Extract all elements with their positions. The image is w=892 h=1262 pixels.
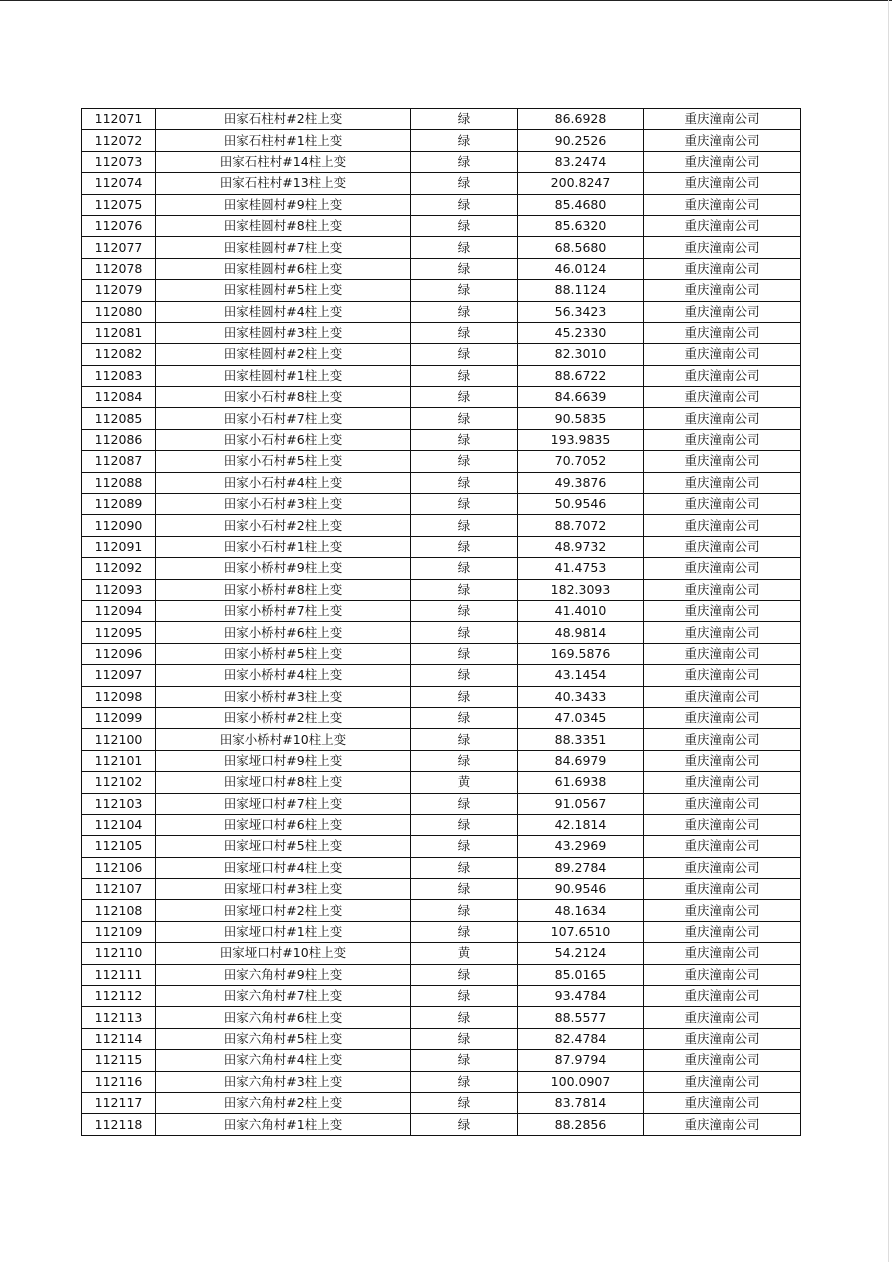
cell-id: 112106 (82, 857, 156, 878)
table-row (82, 622, 801, 643)
cell-company: 重庆潼南公司 (644, 1114, 801, 1135)
cell-value: 85.6320 (518, 215, 644, 236)
cell-company: 重庆潼南公司 (644, 814, 801, 835)
table-row (82, 387, 801, 408)
cell-transformer-name: 田家垭口村#7柱上变 (156, 793, 411, 814)
cell-id: 112100 (82, 729, 156, 750)
table-row (82, 472, 801, 493)
cell-value: 93.4784 (518, 986, 644, 1007)
cell-company: 重庆潼南公司 (644, 515, 801, 536)
cell-status: 绿 (411, 237, 518, 258)
cell-id: 112087 (82, 451, 156, 472)
table-row (82, 729, 801, 750)
cell-transformer-name: 田家六角村#4柱上变 (156, 1050, 411, 1071)
cell-value: 88.5577 (518, 1007, 644, 1028)
cell-transformer-name: 田家小石村#3柱上变 (156, 494, 411, 515)
cell-id: 112083 (82, 365, 156, 386)
cell-id: 112097 (82, 665, 156, 686)
cell-status: 绿 (411, 558, 518, 579)
cell-value: 83.7814 (518, 1092, 644, 1113)
cell-company: 重庆潼南公司 (644, 344, 801, 365)
cell-transformer-name: 田家小桥村#4柱上变 (156, 665, 411, 686)
table-row (82, 1071, 801, 1092)
cell-id: 112095 (82, 622, 156, 643)
cell-value: 43.2969 (518, 836, 644, 857)
cell-transformer-name: 田家桂圆村#6柱上变 (156, 258, 411, 279)
cell-status: 绿 (411, 1092, 518, 1113)
cell-company: 重庆潼南公司 (644, 472, 801, 493)
table-row (82, 130, 801, 151)
cell-value: 90.9546 (518, 879, 644, 900)
transformer-table (81, 108, 801, 1136)
cell-value: 83.2474 (518, 151, 644, 172)
cell-status: 绿 (411, 429, 518, 450)
cell-company: 重庆潼南公司 (644, 643, 801, 664)
cell-company: 重庆潼南公司 (644, 857, 801, 878)
cell-transformer-name: 田家桂圆村#1柱上变 (156, 365, 411, 386)
cell-value: 54.2124 (518, 943, 644, 964)
cell-company: 重庆潼南公司 (644, 600, 801, 621)
cell-value: 90.2526 (518, 130, 644, 151)
cell-transformer-name: 田家小桥村#2柱上变 (156, 707, 411, 728)
cell-company: 重庆潼南公司 (644, 793, 801, 814)
cell-value: 56.3423 (518, 301, 644, 322)
cell-value: 41.4753 (518, 558, 644, 579)
cell-status: 绿 (411, 707, 518, 728)
table-row (82, 879, 801, 900)
cell-company: 重庆潼南公司 (644, 280, 801, 301)
table-row (82, 322, 801, 343)
cell-value: 88.7072 (518, 515, 644, 536)
table-row (82, 344, 801, 365)
cell-status: 绿 (411, 643, 518, 664)
cell-value: 88.2856 (518, 1114, 644, 1135)
cell-transformer-name: 田家垭口村#10柱上变 (156, 943, 411, 964)
cell-id: 112107 (82, 879, 156, 900)
cell-id: 112118 (82, 1114, 156, 1135)
cell-id: 112089 (82, 494, 156, 515)
table-row (82, 1007, 801, 1028)
cell-company: 重庆潼南公司 (644, 130, 801, 151)
cell-transformer-name: 田家垭口村#8柱上变 (156, 772, 411, 793)
cell-company: 重庆潼南公司 (644, 429, 801, 450)
cell-transformer-name: 田家垭口村#2柱上变 (156, 900, 411, 921)
cell-status: 绿 (411, 1050, 518, 1071)
cell-transformer-name: 田家小石村#4柱上变 (156, 472, 411, 493)
cell-value: 45.2330 (518, 322, 644, 343)
cell-status: 绿 (411, 280, 518, 301)
cell-transformer-name: 田家垭口村#4柱上变 (156, 857, 411, 878)
cell-value: 193.9835 (518, 429, 644, 450)
cell-company: 重庆潼南公司 (644, 237, 801, 258)
cell-transformer-name: 田家桂圆村#5柱上变 (156, 280, 411, 301)
cell-company: 重庆潼南公司 (644, 173, 801, 194)
table-row (82, 215, 801, 236)
cell-id: 112071 (82, 109, 156, 130)
cell-id: 112108 (82, 900, 156, 921)
cell-id: 112102 (82, 772, 156, 793)
cell-value: 70.7052 (518, 451, 644, 472)
cell-id: 112104 (82, 814, 156, 835)
cell-value: 88.1124 (518, 280, 644, 301)
table-row (82, 515, 801, 536)
cell-transformer-name: 田家小石村#1柱上变 (156, 536, 411, 557)
table-row (82, 814, 801, 835)
cell-company: 重庆潼南公司 (644, 322, 801, 343)
cell-transformer-name: 田家小石村#2柱上变 (156, 515, 411, 536)
cell-company: 重庆潼南公司 (644, 194, 801, 215)
table-row (82, 986, 801, 1007)
cell-transformer-name: 田家六角村#1柱上变 (156, 1114, 411, 1135)
table-row (82, 408, 801, 429)
cell-id: 112085 (82, 408, 156, 429)
cell-status: 绿 (411, 130, 518, 151)
cell-id: 112093 (82, 579, 156, 600)
cell-transformer-name: 田家六角村#7柱上变 (156, 986, 411, 1007)
cell-value: 88.6722 (518, 365, 644, 386)
cell-company: 重庆潼南公司 (644, 536, 801, 557)
cell-company: 重庆潼南公司 (644, 579, 801, 600)
table-row (82, 793, 801, 814)
cell-transformer-name: 田家六角村#6柱上变 (156, 1007, 411, 1028)
cell-id: 112101 (82, 750, 156, 771)
cell-id: 112086 (82, 429, 156, 450)
table-row (82, 536, 801, 557)
cell-id: 112116 (82, 1071, 156, 1092)
cell-status: 绿 (411, 194, 518, 215)
cell-status: 绿 (411, 1007, 518, 1028)
cell-id: 112098 (82, 686, 156, 707)
cell-company: 重庆潼南公司 (644, 707, 801, 728)
table-row (82, 1114, 801, 1135)
cell-status: 绿 (411, 857, 518, 878)
cell-status: 绿 (411, 600, 518, 621)
cell-value: 43.1454 (518, 665, 644, 686)
cell-status: 绿 (411, 387, 518, 408)
cell-status: 绿 (411, 536, 518, 557)
cell-transformer-name: 田家桂圆村#3柱上变 (156, 322, 411, 343)
table-row (82, 173, 801, 194)
cell-transformer-name: 田家六角村#2柱上变 (156, 1092, 411, 1113)
cell-id: 112109 (82, 921, 156, 942)
cell-company: 重庆潼南公司 (644, 301, 801, 322)
cell-company: 重庆潼南公司 (644, 1092, 801, 1113)
cell-transformer-name: 田家石柱村#13柱上变 (156, 173, 411, 194)
cell-value: 46.0124 (518, 258, 644, 279)
cell-id: 112088 (82, 472, 156, 493)
cell-id: 112094 (82, 600, 156, 621)
cell-company: 重庆潼南公司 (644, 921, 801, 942)
cell-status: 绿 (411, 365, 518, 386)
cell-transformer-name: 田家桂圆村#7柱上变 (156, 237, 411, 258)
cell-company: 重庆潼南公司 (644, 408, 801, 429)
cell-transformer-name: 田家六角村#3柱上变 (156, 1071, 411, 1092)
cell-status: 绿 (411, 729, 518, 750)
cell-company: 重庆潼南公司 (644, 622, 801, 643)
cell-transformer-name: 田家小桥村#5柱上变 (156, 643, 411, 664)
cell-value: 47.0345 (518, 707, 644, 728)
cell-transformer-name: 田家小桥村#7柱上变 (156, 600, 411, 621)
cell-company: 重庆潼南公司 (644, 686, 801, 707)
cell-company: 重庆潼南公司 (644, 986, 801, 1007)
cell-transformer-name: 田家垭口村#6柱上变 (156, 814, 411, 835)
cell-status: 绿 (411, 1028, 518, 1049)
cell-transformer-name: 田家小石村#5柱上变 (156, 451, 411, 472)
cell-value: 40.3433 (518, 686, 644, 707)
cell-id: 112114 (82, 1028, 156, 1049)
cell-transformer-name: 田家小石村#6柱上变 (156, 429, 411, 450)
cell-company: 重庆潼南公司 (644, 772, 801, 793)
cell-status: 绿 (411, 472, 518, 493)
table-row (82, 109, 801, 130)
cell-status: 绿 (411, 836, 518, 857)
cell-value: 86.6928 (518, 109, 644, 130)
cell-id: 112073 (82, 151, 156, 172)
cell-status: 绿 (411, 408, 518, 429)
cell-id: 112074 (82, 173, 156, 194)
cell-id: 112113 (82, 1007, 156, 1028)
cell-company: 重庆潼南公司 (644, 1071, 801, 1092)
cell-company: 重庆潼南公司 (644, 494, 801, 515)
cell-company: 重庆潼南公司 (644, 451, 801, 472)
cell-company: 重庆潼南公司 (644, 258, 801, 279)
cell-status: 绿 (411, 750, 518, 771)
cell-company: 重庆潼南公司 (644, 879, 801, 900)
table-row (82, 194, 801, 215)
cell-status: 黄 (411, 943, 518, 964)
cell-status: 绿 (411, 622, 518, 643)
table-row (82, 237, 801, 258)
table-body (82, 109, 801, 1136)
table-row (82, 1092, 801, 1113)
cell-status: 绿 (411, 173, 518, 194)
table-row (82, 558, 801, 579)
cell-transformer-name: 田家小桥村#9柱上变 (156, 558, 411, 579)
table-row (82, 301, 801, 322)
cell-company: 重庆潼南公司 (644, 900, 801, 921)
cell-id: 112075 (82, 194, 156, 215)
cell-transformer-name: 田家小桥村#6柱上变 (156, 622, 411, 643)
cell-id: 112117 (82, 1092, 156, 1113)
cell-id: 112080 (82, 301, 156, 322)
cell-id: 112076 (82, 215, 156, 236)
cell-value: 87.9794 (518, 1050, 644, 1071)
table-row (82, 686, 801, 707)
cell-id: 112078 (82, 258, 156, 279)
cell-id: 112077 (82, 237, 156, 258)
cell-value: 85.0165 (518, 964, 644, 985)
cell-company: 重庆潼南公司 (644, 665, 801, 686)
table-row (82, 643, 801, 664)
cell-value: 42.1814 (518, 814, 644, 835)
cell-status: 绿 (411, 322, 518, 343)
table-row (82, 943, 801, 964)
cell-value: 90.5835 (518, 408, 644, 429)
cell-transformer-name: 田家垭口村#5柱上变 (156, 836, 411, 857)
cell-company: 重庆潼南公司 (644, 750, 801, 771)
table-row (82, 665, 801, 686)
table-row (82, 772, 801, 793)
table-row (82, 494, 801, 515)
cell-value: 169.5876 (518, 643, 644, 664)
cell-status: 绿 (411, 344, 518, 365)
cell-transformer-name: 田家小桥村#3柱上变 (156, 686, 411, 707)
page-right-edge (888, 0, 889, 1262)
cell-company: 重庆潼南公司 (644, 1028, 801, 1049)
cell-company: 重庆潼南公司 (644, 109, 801, 130)
cell-value: 68.5680 (518, 237, 644, 258)
cell-id: 112103 (82, 793, 156, 814)
cell-value: 48.1634 (518, 900, 644, 921)
cell-value: 82.3010 (518, 344, 644, 365)
cell-id: 112091 (82, 536, 156, 557)
table-row (82, 365, 801, 386)
table-row (82, 1050, 801, 1071)
table-row (82, 151, 801, 172)
cell-company: 重庆潼南公司 (644, 1007, 801, 1028)
cell-company: 重庆潼南公司 (644, 365, 801, 386)
cell-transformer-name: 田家小石村#8柱上变 (156, 387, 411, 408)
cell-id: 112111 (82, 964, 156, 985)
cell-status: 绿 (411, 879, 518, 900)
table-row (82, 429, 801, 450)
cell-id: 112079 (82, 280, 156, 301)
table-row (82, 921, 801, 942)
cell-company: 重庆潼南公司 (644, 215, 801, 236)
cell-value: 91.0567 (518, 793, 644, 814)
cell-status: 绿 (411, 494, 518, 515)
cell-company: 重庆潼南公司 (644, 964, 801, 985)
cell-value: 89.2784 (518, 857, 644, 878)
cell-value: 82.4784 (518, 1028, 644, 1049)
cell-id: 112099 (82, 707, 156, 728)
cell-transformer-name: 田家垭口村#1柱上变 (156, 921, 411, 942)
cell-value: 49.3876 (518, 472, 644, 493)
table-row (82, 1028, 801, 1049)
table-row (82, 964, 801, 985)
cell-id: 112105 (82, 836, 156, 857)
cell-company: 重庆潼南公司 (644, 558, 801, 579)
cell-id: 112115 (82, 1050, 156, 1071)
cell-status: 绿 (411, 986, 518, 1007)
cell-status: 绿 (411, 258, 518, 279)
cell-status: 绿 (411, 814, 518, 835)
cell-value: 84.6979 (518, 750, 644, 771)
cell-status: 绿 (411, 793, 518, 814)
cell-status: 绿 (411, 964, 518, 985)
table-row (82, 857, 801, 878)
table-row (82, 280, 801, 301)
table-row (82, 258, 801, 279)
cell-id: 112084 (82, 387, 156, 408)
cell-status: 绿 (411, 686, 518, 707)
cell-transformer-name: 田家小石村#7柱上变 (156, 408, 411, 429)
table-row (82, 836, 801, 857)
cell-company: 重庆潼南公司 (644, 943, 801, 964)
cell-transformer-name: 田家石柱村#1柱上变 (156, 130, 411, 151)
cell-id: 112082 (82, 344, 156, 365)
cell-transformer-name: 田家小桥村#10柱上变 (156, 729, 411, 750)
cell-transformer-name: 田家桂圆村#9柱上变 (156, 194, 411, 215)
cell-id: 112092 (82, 558, 156, 579)
cell-transformer-name: 田家桂圆村#4柱上变 (156, 301, 411, 322)
cell-value: 50.9546 (518, 494, 644, 515)
cell-transformer-name: 田家垭口村#3柱上变 (156, 879, 411, 900)
cell-value: 85.4680 (518, 194, 644, 215)
cell-value: 182.3093 (518, 579, 644, 600)
cell-status: 绿 (411, 1071, 518, 1092)
cell-status: 绿 (411, 1114, 518, 1135)
cell-value: 61.6938 (518, 772, 644, 793)
cell-status: 绿 (411, 921, 518, 942)
cell-value: 48.9814 (518, 622, 644, 643)
cell-value: 48.9732 (518, 536, 644, 557)
cell-value: 41.4010 (518, 600, 644, 621)
cell-company: 重庆潼南公司 (644, 729, 801, 750)
table-row (82, 600, 801, 621)
cell-value: 107.6510 (518, 921, 644, 942)
cell-id: 112072 (82, 130, 156, 151)
page-top-border (0, 0, 892, 1)
cell-id: 112081 (82, 322, 156, 343)
table-row (82, 451, 801, 472)
table-row (82, 579, 801, 600)
cell-id: 112096 (82, 643, 156, 664)
cell-company: 重庆潼南公司 (644, 151, 801, 172)
table-row (82, 900, 801, 921)
cell-status: 绿 (411, 451, 518, 472)
cell-transformer-name: 田家桂圆村#2柱上变 (156, 344, 411, 365)
cell-status: 绿 (411, 109, 518, 130)
cell-status: 绿 (411, 579, 518, 600)
cell-transformer-name: 田家石柱村#2柱上变 (156, 109, 411, 130)
cell-transformer-name: 田家桂圆村#8柱上变 (156, 215, 411, 236)
cell-status: 绿 (411, 215, 518, 236)
cell-status: 黄 (411, 772, 518, 793)
cell-status: 绿 (411, 515, 518, 536)
cell-status: 绿 (411, 900, 518, 921)
cell-status: 绿 (411, 301, 518, 322)
cell-status: 绿 (411, 151, 518, 172)
cell-company: 重庆潼南公司 (644, 387, 801, 408)
cell-transformer-name: 田家垭口村#9柱上变 (156, 750, 411, 771)
cell-company: 重庆潼南公司 (644, 836, 801, 857)
cell-company: 重庆潼南公司 (644, 1050, 801, 1071)
cell-id: 112110 (82, 943, 156, 964)
cell-value: 84.6639 (518, 387, 644, 408)
cell-transformer-name: 田家石柱村#14柱上变 (156, 151, 411, 172)
table-row (82, 750, 801, 771)
table-row (82, 707, 801, 728)
cell-value: 200.8247 (518, 173, 644, 194)
cell-transformer-name: 田家小桥村#8柱上变 (156, 579, 411, 600)
cell-id: 112112 (82, 986, 156, 1007)
cell-id: 112090 (82, 515, 156, 536)
cell-transformer-name: 田家六角村#5柱上变 (156, 1028, 411, 1049)
cell-value: 88.3351 (518, 729, 644, 750)
cell-status: 绿 (411, 665, 518, 686)
cell-value: 100.0907 (518, 1071, 644, 1092)
cell-transformer-name: 田家六角村#9柱上变 (156, 964, 411, 985)
